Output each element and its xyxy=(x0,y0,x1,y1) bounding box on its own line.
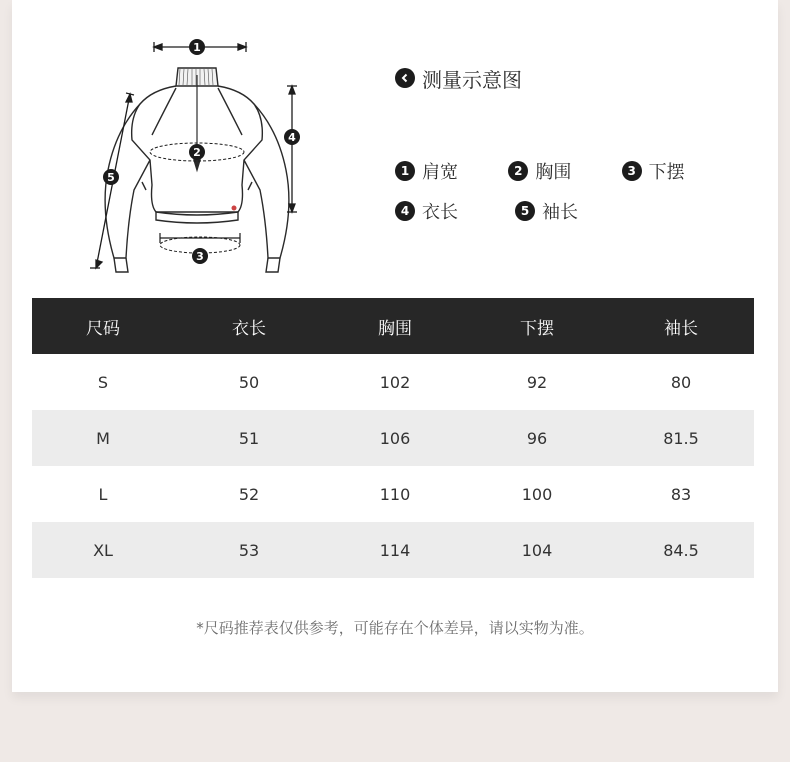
table-cell: 81.5 xyxy=(663,428,699,448)
size-table xyxy=(32,298,754,578)
legend-item-shoulder xyxy=(395,158,508,184)
jacket-measurement-diagram xyxy=(70,20,320,290)
badge-4-text: 4 xyxy=(288,131,296,144)
table-row xyxy=(32,354,754,410)
table-row xyxy=(32,410,754,466)
table-cell: 53 xyxy=(238,540,260,560)
badge-2-text: 2 xyxy=(193,146,201,159)
table-row xyxy=(32,466,754,522)
header-cell: 下摆 xyxy=(520,318,554,339)
chevron-left-icon xyxy=(395,68,415,88)
table-cell: S xyxy=(97,372,109,392)
table-cell: 106 xyxy=(379,428,411,448)
number-badge: 5 xyxy=(515,201,535,221)
table-cell: 104 xyxy=(521,540,553,560)
table-cell: 84.5 xyxy=(663,540,699,560)
table-cell: 114 xyxy=(379,540,411,560)
number-badge: 2 xyxy=(508,161,528,181)
table-cell: 52 xyxy=(238,484,260,504)
legend-title xyxy=(395,60,735,96)
legend-label: 衣长 xyxy=(422,202,458,223)
badge-3-text: 3 xyxy=(196,250,204,263)
table-cell: 83 xyxy=(670,484,692,504)
badge-5-text: 5 xyxy=(107,171,115,184)
header-cell: 尺码 xyxy=(86,318,120,339)
table-cell: 96 xyxy=(526,428,548,448)
legend-label: 胸围 xyxy=(535,162,572,183)
legend-label: 肩宽 xyxy=(422,162,458,183)
measurement-legend xyxy=(395,60,735,231)
table-cell: 100 xyxy=(521,484,553,504)
legend-row xyxy=(395,191,735,231)
table-header xyxy=(32,298,754,354)
table-cell: 102 xyxy=(379,372,411,392)
legend-label: 下摆 xyxy=(648,162,685,183)
legend-label: 袖长 xyxy=(542,202,578,223)
legend-item-sleeve xyxy=(515,198,635,224)
table-cell: XL xyxy=(93,540,113,560)
size-disclaimer-note: *尺码推荐表仅供参考，可能存在个体差异，请以实物为准。 xyxy=(196,619,594,637)
legend-item-chest xyxy=(508,158,621,184)
header-cell: 衣长 xyxy=(232,318,266,339)
legend-title-text: 测量示意图 xyxy=(422,67,522,92)
table-cell: L xyxy=(98,484,108,504)
table-cell: 110 xyxy=(379,484,411,504)
number-badge: 4 xyxy=(395,201,415,221)
legend-item-hem xyxy=(622,158,735,184)
table-cell: 51 xyxy=(238,428,260,448)
legend-row xyxy=(395,151,735,191)
badge-1-text: 1 xyxy=(193,41,201,54)
table-cell: 50 xyxy=(238,372,260,392)
table-cell: 80 xyxy=(670,372,692,392)
number-badge: 3 xyxy=(622,161,642,181)
table-cell: M xyxy=(96,428,110,448)
number-badge: 1 xyxy=(395,161,415,181)
table-row xyxy=(32,522,754,578)
legend-item-length xyxy=(395,198,515,224)
table-cell: 92 xyxy=(526,372,548,392)
header-cell: 胸围 xyxy=(378,318,412,339)
header-cell: 袖长 xyxy=(664,318,698,339)
